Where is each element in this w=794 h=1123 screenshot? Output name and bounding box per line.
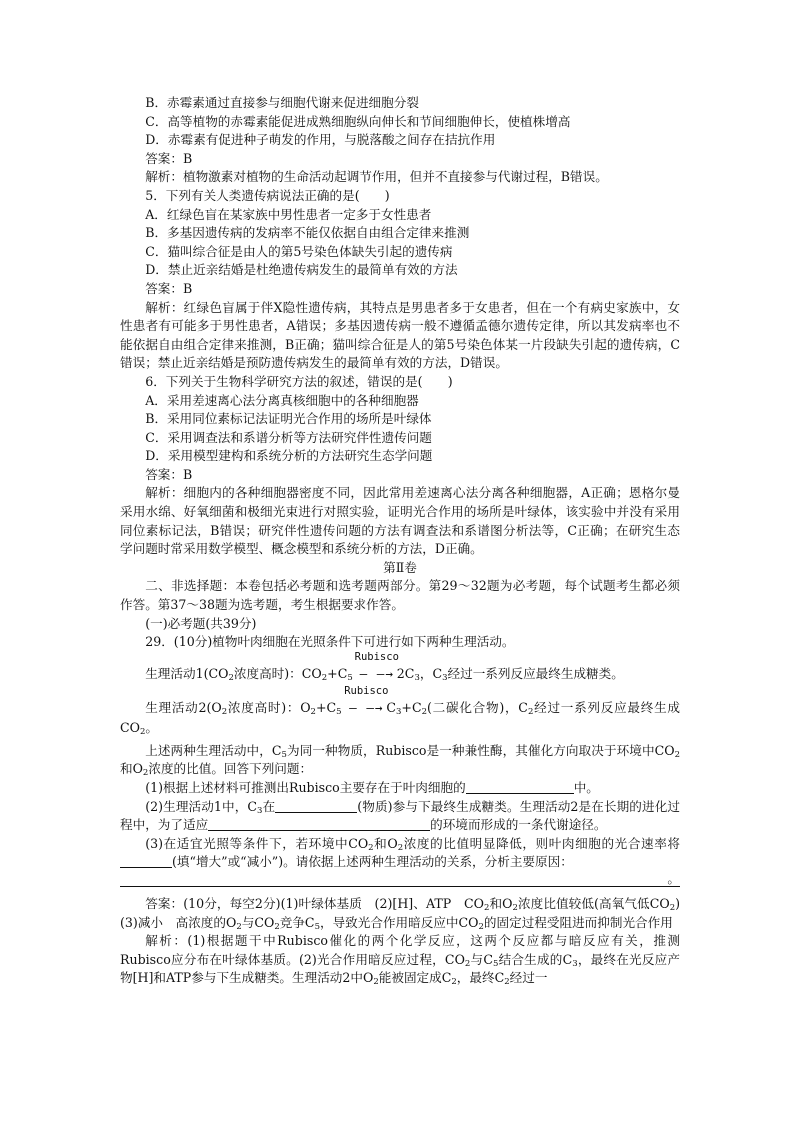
q5-analysis: 解析：红绿色盲属于伴X隐性遗传病，其特点是男患者多于女患者，但在一个有病史家族中，女性患者有可能多于男性患者，A错误；多基因遗传病一般不遵循孟德尔遗传定律，所以其发病率也不能依据自由组合定律来推测，B正确；猫叫综合征是人的第5号染色体某一片段缺失引起的遗传病，C错误；禁止近亲结婚是预防遗传病发生的最简单有效的方法，D错误。 (120, 299, 680, 371)
q29-sub2: (2)生理活动1中，$C_3$在 (物质)参与下最终生成糖类。生理活动2是在长期的进化过程中，为了适应 的环境而形成的一条代谢途径。 (120, 798, 680, 833)
q5-stem: 5．下列有关人类遗传病说法正确的是( ) (145, 187, 390, 203)
answer-blank-1[interactable] (466, 781, 574, 794)
q29-answer: 答案：(10分，每空2分)(1)叶绿体基质 (2)[H]、ATP $CO_2$和$O_2$浓度比值较低(高氧气低$CO_2$) (3)减小 高浓度的$O_2$与$CO_2$竞争$C_5$，导致光合作用暗反应中$CO_2$的固定过程受阻进而抑制光合作用 (120, 895, 693, 932)
answer-blank-3[interactable] (208, 818, 430, 831)
section-title: 第Ⅱ卷 (383, 559, 417, 575)
q4-answer: 答案：B (145, 150, 193, 166)
q5-option-c: C．猫叫综合征是由人的第5号染色体缺失引起的遗传病 (145, 243, 453, 259)
reaction-arrow-2: Rubisco — —→ (346, 698, 386, 718)
q6-option-c: C．采用调查法和系谱分析等方法研究伴性遗传问题 (145, 429, 432, 445)
q5-answer: 答案：B (145, 280, 193, 296)
q29-sub1: (1)根据上述材料可推测出Rubisco主要存在于叶肉细胞的 中。 (145, 780, 599, 795)
q4-option-d: D．赤霉素有促进种子萌发的作用，与脱落酸之间存在拮抗作用 (145, 132, 496, 148)
enzyme-label-2: Rubisco (344, 684, 389, 697)
q6-option-a: A．采用差速离心法分离真核细胞中的各种细胞器 (145, 392, 419, 408)
page-content (120, 94, 693, 988)
q29-sub3: (3)在适宜光照等条件下，若环境中$CO_2$和$O_2$浓度的比值明显降低，则叶肉细胞的光合速率将(填“增大”或“减小”)。请依据上述两种生理活动的关系，分析主要原因： (120, 835, 680, 872)
q5-option-a: A．红绿色盲在某家族中男性患者一定多于女性患者 (145, 206, 432, 222)
reaction-arrow-1: Rubisco — —→ (357, 664, 397, 684)
q29-analysis: 解析：(1)根据题干中Rubisco催化的两个化学反应，这两个反应都与暗反应有关，推测Rubisco应分布在叶绿体基质。(2)光合作用暗反应过程，$CO_2$与$C_5$结合生成的$C_3$，最终在光反应产物[H]和ATP参与下生成糖类。生理活动2中$O_2$能被固定成$C_2$，最终$C_2$经过一 (120, 933, 681, 988)
reaction-2: 生理活动$2(O_2$浓度高时)：$O_2+C_5$ Rubisco — —→ $C_3+C_2$(二碳化合物)，$C_2$经过一系列反应最终生成$CO_2$。 (120, 684, 680, 737)
q5-option-d: D．禁止近亲结婚是杜绝遗传病发生的最简单有效的方法 (145, 262, 458, 278)
q5-option-b: B．多基因遗传病的发病率不能仅依据自由组合定律来推测 (145, 225, 470, 241)
q29-paragraph: 上述两种生理活动中，$C_5$为同一种物质，Rubisco是一种兼性酶，其催化方向取决于环境中$CO_2$和$O_2$浓度的比值。回答下列问题： (120, 742, 681, 779)
q6-option-b: B．采用同位素标记法证明光合作用的场所是叶绿体 (145, 411, 432, 427)
section-sub: (一)必考题(共39分) (145, 615, 257, 631)
answer-blank-2[interactable] (275, 800, 357, 813)
q6-answer: 答案：B (145, 466, 193, 482)
answer-blank-5[interactable]: 。 (120, 874, 680, 887)
answer-blank-4[interactable] (120, 855, 172, 868)
reaction-1: 生理活动$1(CO_2$浓度高时)：$CO_2+C_5$ Rubisco — —→ $2C_3$，$C_3$经过一系列反应最终生成糖类。 (145, 650, 624, 683)
q6-option-d: D．采用模型建构和系统分析的方法研究生态学问题 (145, 448, 433, 464)
q4-analysis: 解析：植物激素对植物的生命活动起调节作用，但并不直接参与代谢过程，B错误。 (145, 169, 608, 185)
q4-option-b: B．赤霉素通过直接参与细胞代谢来促进细胞分裂 (145, 95, 419, 110)
section-intro: 二、非选择题：本卷包括必考题和选考题两部分。第29～32题为必考题，每个试题考生都必须作答。第37～38题为选考题，考生根据要求作答。 (120, 578, 680, 613)
q6-stem: 6．下列关于生物科学研究方法的叙述，错误的是( ) (145, 373, 453, 389)
q4-option-c: C．高等植物的赤霉素能促进成熟细胞纵向伸长和节间细胞伸长，使植株增高 (145, 113, 571, 129)
enzyme-label-1: Rubisco (354, 650, 399, 663)
q6-analysis: 解析：细胞内的各种细胞器密度不同，因此常用差速离心法分离各种细胞器，A正确；恩格尔曼采用水绵、好氧细菌和极细光束进行对照实验，证明光合作用的场所是叶绿体，该实验中并没有采用同位素标记法，B错误；研究伴性遗传问题的方法有调查法和系谱图分析法等，C正确；在研究生态学问题时常采用数学模型、概念模型和系统分析的方法，D正确。 (120, 485, 680, 557)
q29-stem: 29．(10分)植物叶肉细胞在光照条件下可进行如下两种生理活动。 (145, 634, 515, 650)
